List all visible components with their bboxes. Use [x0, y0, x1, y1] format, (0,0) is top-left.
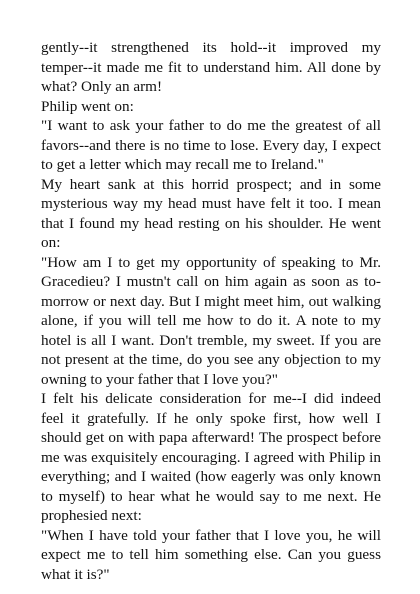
paragraph-1: gently--it strengthened its hold--it improved my temper--it made me fit to understand him. All done by what? Only an arm! — [41, 39, 381, 95]
paragraph-5: "How am I to get my opportunity of speaking to Mr. Gracedieu? I mustn't call on him again as soon as to-morrow or next day. But I might meet him, out walking alone, if you will tell me how to do it. A note to my hotel is all I want. Don't tremble, my sweet. If you are not present at the time, do you see any objection to my owning to your father that I love you?" — [41, 253, 381, 388]
paragraph-7: "When I have told your father that I love you, he will expect me to tell him something else. Can you guess what it is?" — [41, 526, 381, 583]
paragraph-3: "I want to ask your father to do me the greatest of all favors--and there is no time to lose. Every day, I expect to get a letter which may recall me to Ireland." — [41, 117, 381, 173]
paragraph-2: Philip went on: — [41, 97, 134, 115]
paragraph-4: My heart sank at this horrid prospect; and in some mysterious way my head must have felt it too. I mean that I found my head resting on his shoulder. He went on: — [41, 175, 381, 251]
paragraph-6: I felt his delicate consideration for me--I did indeed feel it gratefully. If he only spoke first, how well I should get on with papa afterward! The prospect before me was exquisitely encouraging. I agreed with Philip in everything; and I waited (how eagerly was only known to myself) to hear what he would say to me next. He prophesied next: — [41, 390, 381, 524]
book-page — [41, 38, 381, 584]
